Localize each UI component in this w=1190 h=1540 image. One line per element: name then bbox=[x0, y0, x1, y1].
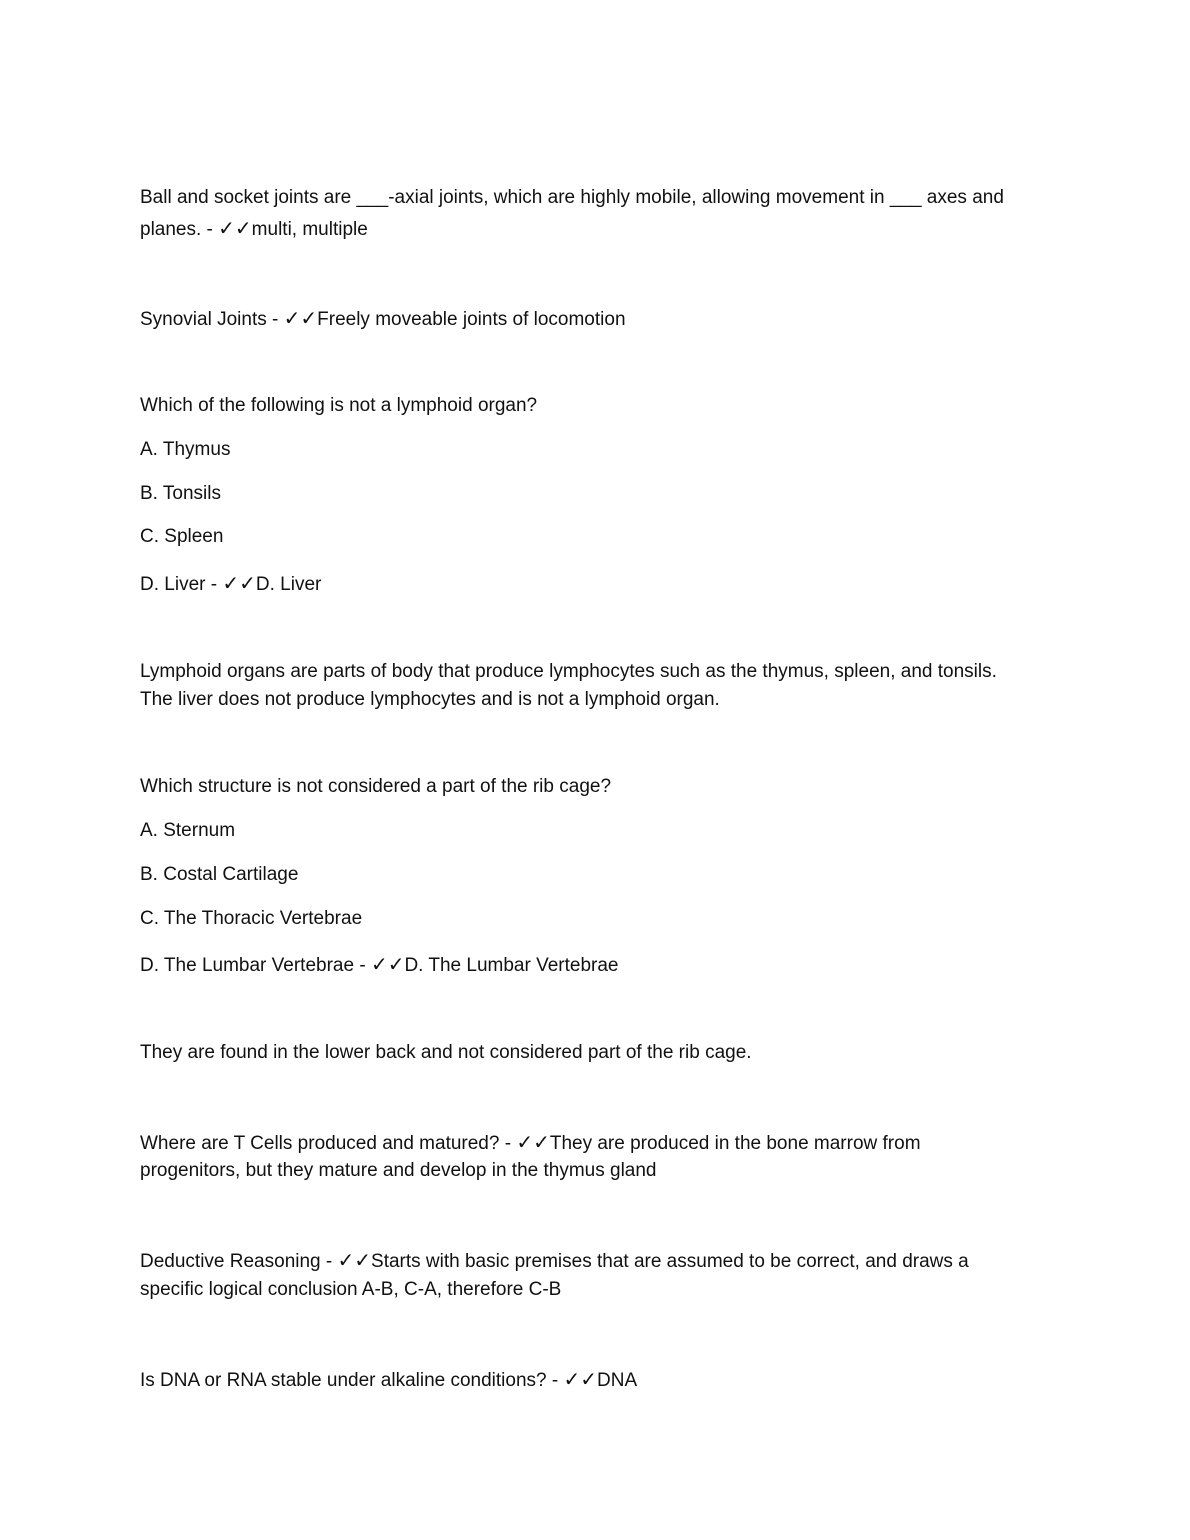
option-text: D. Liver - bbox=[140, 574, 223, 595]
explanation-line-1: Lymphoid organs are parts of body that produce lymphocytes such as the thymus, spleen, and tonsils. bbox=[140, 661, 997, 682]
answer-text: D. The Lumbar Vertebrae bbox=[404, 955, 619, 976]
question-rib-cage: Which structure is not considered a part of the rib cage? bbox=[140, 776, 612, 797]
answer-text: DNA bbox=[597, 1370, 638, 1391]
option-text: D. The Lumbar Vertebrae - bbox=[140, 955, 371, 976]
option-c: C. Spleen bbox=[140, 526, 224, 547]
question-text: Is DNA or RNA stable under alkaline conditions? - bbox=[140, 1370, 564, 1391]
option-c: C. The Thoracic Vertebrae bbox=[140, 908, 363, 929]
double-check-icon: ✓✓ bbox=[370, 952, 405, 976]
question-text: Deductive Reasoning - bbox=[140, 1251, 338, 1272]
qa-dna-rna bbox=[140, 1365, 1050, 1395]
question-lymphoid: Which of the following is not a lymphoid organ? bbox=[140, 395, 538, 416]
option-b: B. Tonsils bbox=[140, 483, 221, 504]
double-check-icon: ✓✓ bbox=[222, 571, 256, 595]
answer-continued: progenitors, but they mature and develop in the thymus gland bbox=[140, 1160, 657, 1181]
question-text: Synovial Joints - bbox=[140, 309, 284, 330]
answer-continued: specific logical conclusion A-B, C-A, therefore C-B bbox=[140, 1279, 562, 1300]
double-check-icon: ✓✓ bbox=[516, 1130, 550, 1154]
explanation-line: They are found in the lower back and not considered part of the rib cage. bbox=[140, 1042, 752, 1063]
answer-text: Starts with basic premises that are assumed to be correct, and draws a bbox=[371, 1251, 969, 1272]
double-check-icon: ✓✓ bbox=[218, 216, 252, 240]
double-check-icon: ✓✓ bbox=[337, 1248, 372, 1272]
double-check-icon: ✓✓ bbox=[563, 1367, 598, 1391]
option-a: A. Sternum bbox=[140, 820, 236, 841]
answer-text: D. Liver bbox=[255, 574, 322, 595]
explanation-line-2: The liver does not produce lymphocytes and is not a lymphoid organ. bbox=[140, 689, 720, 710]
double-check-icon: ✓✓ bbox=[283, 306, 318, 330]
option-d-answer bbox=[140, 950, 1050, 980]
option-a: A. Thymus bbox=[140, 439, 231, 460]
answer-text: Freely moveable joints of locomotion bbox=[317, 309, 626, 330]
answer-text: They are produced in the bone marrow from bbox=[549, 1133, 921, 1154]
question-text: Ball and socket joints are ___-axial joints, which are highly mobile, allowing movement in ___ axes and planes. - bbox=[140, 187, 1004, 240]
qa-t-cells bbox=[140, 1128, 1050, 1158]
option-d-answer bbox=[140, 569, 1050, 599]
option-b: B. Costal Cartilage bbox=[140, 864, 299, 885]
answer-text: multi, multiple bbox=[251, 219, 368, 240]
qa-ball-socket bbox=[140, 182, 1050, 245]
question-text: Where are T Cells produced and matured? - bbox=[140, 1133, 517, 1154]
qa-deductive-reasoning bbox=[140, 1246, 1050, 1276]
qa-synovial-joints bbox=[140, 304, 1050, 334]
